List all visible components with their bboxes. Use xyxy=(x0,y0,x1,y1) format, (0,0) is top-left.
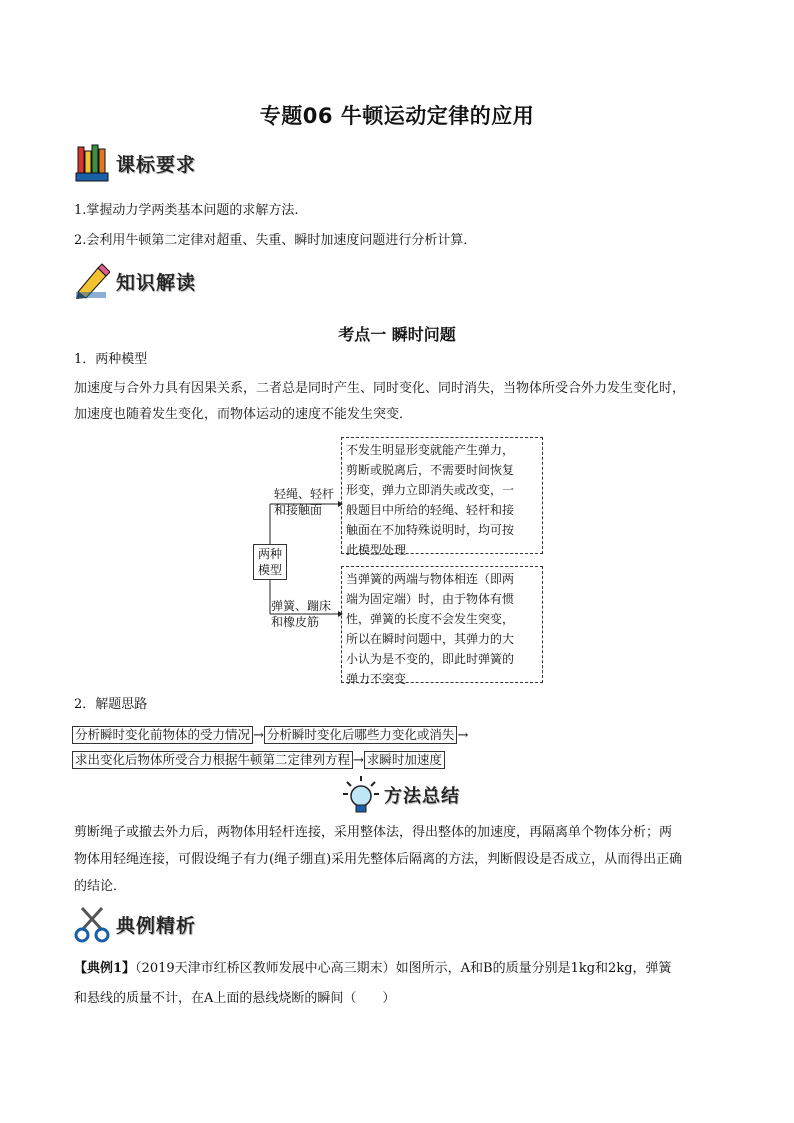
section-label: 典例精析 xyxy=(116,914,197,937)
branch-rope-line-2: 和接触面 xyxy=(274,503,323,517)
branch-spring-line-1: 弹簧、蹦床 xyxy=(271,599,332,613)
flow-row-1 xyxy=(72,724,468,744)
root-line-2: 模型 xyxy=(257,563,282,577)
scissors-icon xyxy=(74,904,110,944)
method-line-3: 的结论． xyxy=(74,879,127,894)
model-paragraph-line-2: 加速度也随着发生变化，而物体运动的速度不能发生突变． xyxy=(74,407,413,422)
model-heading: 1．两种模型 xyxy=(74,352,148,367)
spring-model-box xyxy=(341,566,543,686)
lightbulb-icon xyxy=(342,775,380,815)
section-label: 方法总结 xyxy=(384,786,460,807)
example-line-1 xyxy=(74,956,672,982)
method-line-2: 物体用轻绳连接，可假设绳子有力(绳子绷直)采用先整体后隔离的方法，判断假设是否成立，从而得出正确 xyxy=(74,852,683,867)
box2-line: 小认为是不变的，即此时弹簧的 xyxy=(346,652,515,666)
flow-step-2: 分析瞬时变化后哪些力变化或消失 xyxy=(264,726,458,744)
flow-step-4: 求瞬时加速度 xyxy=(364,751,445,769)
box1-line: 般题目中所给的轻绳、轻杆和接 xyxy=(346,503,515,517)
box1-line: 剪断或脱离后，不需要时间恢复 xyxy=(346,463,515,477)
point-title: 考点一 瞬时问题 xyxy=(338,325,456,344)
box1-line: 此模型处理 xyxy=(346,543,407,557)
page-title: 专题06 牛顿运动定律的应用 xyxy=(259,104,535,128)
box1-line: 不发生明显形变就能产生弹力， xyxy=(346,443,515,457)
box2-line: 当弹簧的两端与物体相连（即两 xyxy=(346,572,515,586)
solve-heading: 2．解题思路 xyxy=(74,697,148,712)
example-text: （2019天津市红桥区教师发展中心高三期末）如图所示，A和B的质量分别是1kg和2kg，弹簧 xyxy=(135,961,672,976)
box1-line: 触面在不加特殊说明时，均可按 xyxy=(346,523,515,537)
box2-line: 性，弹簧的长度不会发生突变， xyxy=(346,612,515,626)
branch-spring-label xyxy=(271,598,331,630)
section-method xyxy=(342,775,460,815)
branch-spring-line-2: 和橡皮筋 xyxy=(271,615,320,629)
box1-line: 形变，弹力立即消失或改变，一 xyxy=(346,483,515,497)
section-curriculum xyxy=(74,143,196,183)
box2-line: 弹力不突变 xyxy=(346,672,407,686)
curriculum-item-1: 1.掌握动力学两类基本问题的求解方法. xyxy=(74,203,299,218)
flow-arrow: → xyxy=(457,728,469,743)
box2-line: 端为固定端）时，由于物体有惯 xyxy=(346,592,515,606)
pencil-icon xyxy=(74,262,110,300)
flow-row-2 xyxy=(72,749,445,769)
rope-model-box xyxy=(341,437,543,557)
example-tag: 【典例1】 xyxy=(74,961,136,976)
flow-arrow: → xyxy=(253,728,264,743)
branch-rope-label xyxy=(274,486,334,518)
model-paragraph-line-1: 加速度与合外力具有因果关系，二者总是同时产生、同时变化、同时消失，当物体所受合外力发生变化时， xyxy=(74,381,686,396)
flow-arrow: → xyxy=(353,753,364,768)
root-line-1: 两种 xyxy=(257,547,282,561)
diagram-root-node xyxy=(253,544,287,580)
flow-step-1: 分析瞬时变化前物体的受力情况 xyxy=(72,726,253,744)
box2-line: 所以在瞬时问题中，其弹力的大 xyxy=(346,632,515,646)
curriculum-item-2: 2.会利用牛顿第二定律对超重、失重、瞬时加速度问题进行分析计算． xyxy=(74,233,477,248)
books-icon xyxy=(74,143,110,183)
section-knowledge xyxy=(74,262,196,300)
section-label: 知识解读 xyxy=(116,271,197,294)
branch-rope-line-1: 轻绳、轻杆 xyxy=(274,487,335,501)
section-example xyxy=(74,904,196,944)
example-line-2: 和悬线的质量不计，在A上面的悬线烧断的瞬间（ ） xyxy=(74,991,396,1006)
method-line-1: 剪断绳子或撤去外力后，两物体用轻杆连接，采用整体法，得出整体的加速度，再隔离单个物体分析；两 xyxy=(74,825,673,840)
section-label: 课标要求 xyxy=(116,153,197,176)
flow-step-3: 求出变化后物体所受合力根据牛顿第二定律列方程 xyxy=(72,751,353,769)
